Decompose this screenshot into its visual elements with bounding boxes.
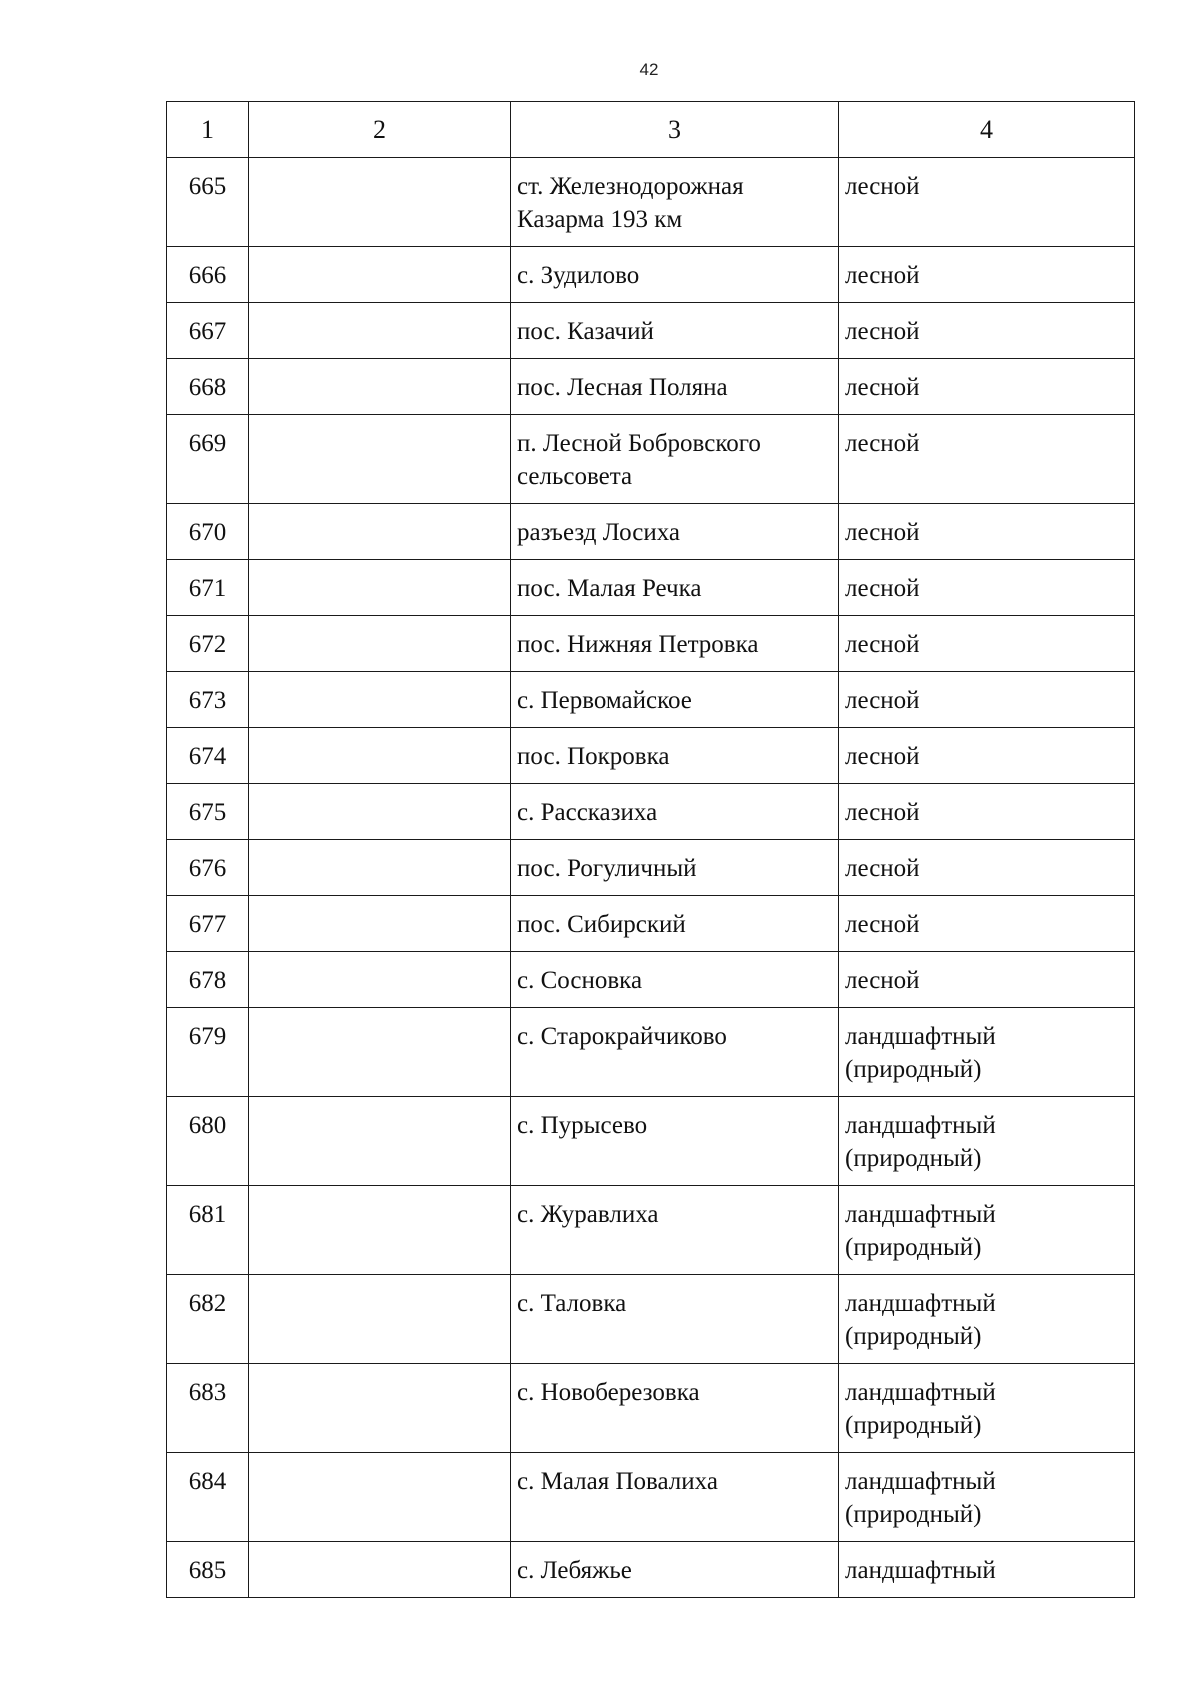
table-row bbox=[167, 303, 1135, 359]
table-row bbox=[167, 1364, 1135, 1453]
table-row bbox=[167, 728, 1135, 784]
settlement-name-cell: с. Лебяжье bbox=[511, 1542, 839, 1598]
settlement-name-cell: ст. Железнодорожная Казарма 193 км bbox=[511, 158, 839, 247]
row-number-cell: 680 bbox=[167, 1097, 249, 1186]
row-col2-cell bbox=[249, 1364, 511, 1453]
landscape-type-cell: лесной bbox=[839, 247, 1135, 303]
settlement-name-cell: с. Зудилово bbox=[511, 247, 839, 303]
settlement-name-cell: пос. Нижняя Петровка bbox=[511, 616, 839, 672]
row-col2-cell bbox=[249, 896, 511, 952]
row-col2-cell bbox=[249, 728, 511, 784]
page-number: 42 bbox=[639, 60, 659, 79]
row-number-cell: 683 bbox=[167, 1364, 249, 1453]
settlement-name-cell: разъезд Лосиха bbox=[511, 504, 839, 560]
landscape-type-cell: лесной bbox=[839, 840, 1135, 896]
settlement-name-cell: с. Новоберезовка bbox=[511, 1364, 839, 1453]
row-col2-cell bbox=[249, 415, 511, 504]
row-number-cell: 681 bbox=[167, 1186, 249, 1275]
landscape-type-cell: лесной bbox=[839, 672, 1135, 728]
table-row bbox=[167, 1097, 1135, 1186]
row-col2-cell bbox=[249, 1275, 511, 1364]
table-row bbox=[167, 784, 1135, 840]
landscape-type-cell: лесной bbox=[839, 952, 1135, 1008]
row-col2-cell bbox=[249, 1186, 511, 1275]
row-col2-cell bbox=[249, 840, 511, 896]
settlement-name-cell: пос. Покровка bbox=[511, 728, 839, 784]
row-number-cell: 674 bbox=[167, 728, 249, 784]
settlement-name-cell: п. Лесной Бобровского сельсовета bbox=[511, 415, 839, 504]
row-number-cell: 672 bbox=[167, 616, 249, 672]
row-number-cell: 678 bbox=[167, 952, 249, 1008]
row-number-cell: 673 bbox=[167, 672, 249, 728]
landscape-type-cell: ландшафтный (природный) bbox=[839, 1008, 1135, 1097]
landscape-type-cell: ландшафтный (природный) bbox=[839, 1186, 1135, 1275]
table-row bbox=[167, 1008, 1135, 1097]
row-number-cell: 676 bbox=[167, 840, 249, 896]
row-number-cell: 684 bbox=[167, 1453, 249, 1542]
table-row bbox=[167, 158, 1135, 247]
landscape-type-cell: лесной bbox=[839, 359, 1135, 415]
row-col2-cell bbox=[249, 1542, 511, 1598]
settlement-name-cell: пос. Казачий bbox=[511, 303, 839, 359]
settlement-name-cell: с. Сосновка bbox=[511, 952, 839, 1008]
table-row bbox=[167, 1275, 1135, 1364]
table-row bbox=[167, 504, 1135, 560]
settlement-name-cell: с. Таловка bbox=[511, 1275, 839, 1364]
row-number-cell: 679 bbox=[167, 1008, 249, 1097]
row-col2-cell bbox=[249, 616, 511, 672]
row-col2-cell bbox=[249, 952, 511, 1008]
table-row bbox=[167, 359, 1135, 415]
landscape-type-cell: лесной bbox=[839, 303, 1135, 359]
landscape-type-cell: лесной bbox=[839, 784, 1135, 840]
row-number-cell: 675 bbox=[167, 784, 249, 840]
row-number-cell: 685 bbox=[167, 1542, 249, 1598]
row-col2-cell bbox=[249, 504, 511, 560]
table-row bbox=[167, 415, 1135, 504]
landscape-type-cell: ландшафтный (природный) bbox=[839, 1097, 1135, 1186]
table-row bbox=[167, 616, 1135, 672]
table-row bbox=[167, 840, 1135, 896]
row-col2-cell bbox=[249, 672, 511, 728]
settlement-name-cell: с. Журавлиха bbox=[511, 1186, 839, 1275]
table-body bbox=[167, 158, 1135, 1598]
settlement-name-cell: с. Рассказиха bbox=[511, 784, 839, 840]
row-number-cell: 667 bbox=[167, 303, 249, 359]
row-number-cell: 670 bbox=[167, 504, 249, 560]
landscape-type-cell: ландшафтный (природный) bbox=[839, 1275, 1135, 1364]
table-row bbox=[167, 896, 1135, 952]
settlement-name-cell: пос. Сибирский bbox=[511, 896, 839, 952]
table-row bbox=[167, 952, 1135, 1008]
settlement-name-cell: с. Малая Повалиха bbox=[511, 1453, 839, 1542]
row-col2-cell bbox=[249, 560, 511, 616]
header-col-2: 2 bbox=[249, 102, 511, 158]
row-col2-cell bbox=[249, 158, 511, 247]
table-row bbox=[167, 1453, 1135, 1542]
row-col2-cell bbox=[249, 359, 511, 415]
settlements-table bbox=[166, 101, 1135, 1598]
table-row bbox=[167, 672, 1135, 728]
header-col-4: 4 bbox=[839, 102, 1135, 158]
table-row bbox=[167, 1186, 1135, 1275]
row-number-cell: 677 bbox=[167, 896, 249, 952]
table-row bbox=[167, 1542, 1135, 1598]
header-col-3: 3 bbox=[511, 102, 839, 158]
settlement-name-cell: с. Пурысево bbox=[511, 1097, 839, 1186]
landscape-type-cell: лесной bbox=[839, 896, 1135, 952]
row-col2-cell bbox=[249, 1097, 511, 1186]
row-number-cell: 668 bbox=[167, 359, 249, 415]
settlement-name-cell: с. Первомайское bbox=[511, 672, 839, 728]
table-row bbox=[167, 247, 1135, 303]
landscape-type-cell: лесной bbox=[839, 560, 1135, 616]
row-number-cell: 666 bbox=[167, 247, 249, 303]
settlement-name-cell: пос. Малая Речка bbox=[511, 560, 839, 616]
row-col2-cell bbox=[249, 784, 511, 840]
landscape-type-cell: лесной bbox=[839, 728, 1135, 784]
row-number-cell: 669 bbox=[167, 415, 249, 504]
header-col-1: 1 bbox=[167, 102, 249, 158]
landscape-type-cell: ландшафтный (природный) bbox=[839, 1453, 1135, 1542]
table-header-row bbox=[167, 102, 1135, 158]
landscape-type-cell: лесной bbox=[839, 616, 1135, 672]
row-number-cell: 665 bbox=[167, 158, 249, 247]
landscape-type-cell: лесной bbox=[839, 158, 1135, 247]
row-col2-cell bbox=[249, 1453, 511, 1542]
settlement-name-cell: с. Старокрайчиково bbox=[511, 1008, 839, 1097]
landscape-type-cell: лесной bbox=[839, 504, 1135, 560]
settlement-name-cell: пос. Рогуличный bbox=[511, 840, 839, 896]
row-col2-cell bbox=[249, 303, 511, 359]
row-col2-cell bbox=[249, 1008, 511, 1097]
table-row bbox=[167, 560, 1135, 616]
row-number-cell: 682 bbox=[167, 1275, 249, 1364]
settlement-name-cell: пос. Лесная Поляна bbox=[511, 359, 839, 415]
row-col2-cell bbox=[249, 247, 511, 303]
landscape-type-cell: лесной bbox=[839, 415, 1135, 504]
landscape-type-cell: ландшафтный bbox=[839, 1542, 1135, 1598]
landscape-type-cell: ландшафтный (природный) bbox=[839, 1364, 1135, 1453]
row-number-cell: 671 bbox=[167, 560, 249, 616]
